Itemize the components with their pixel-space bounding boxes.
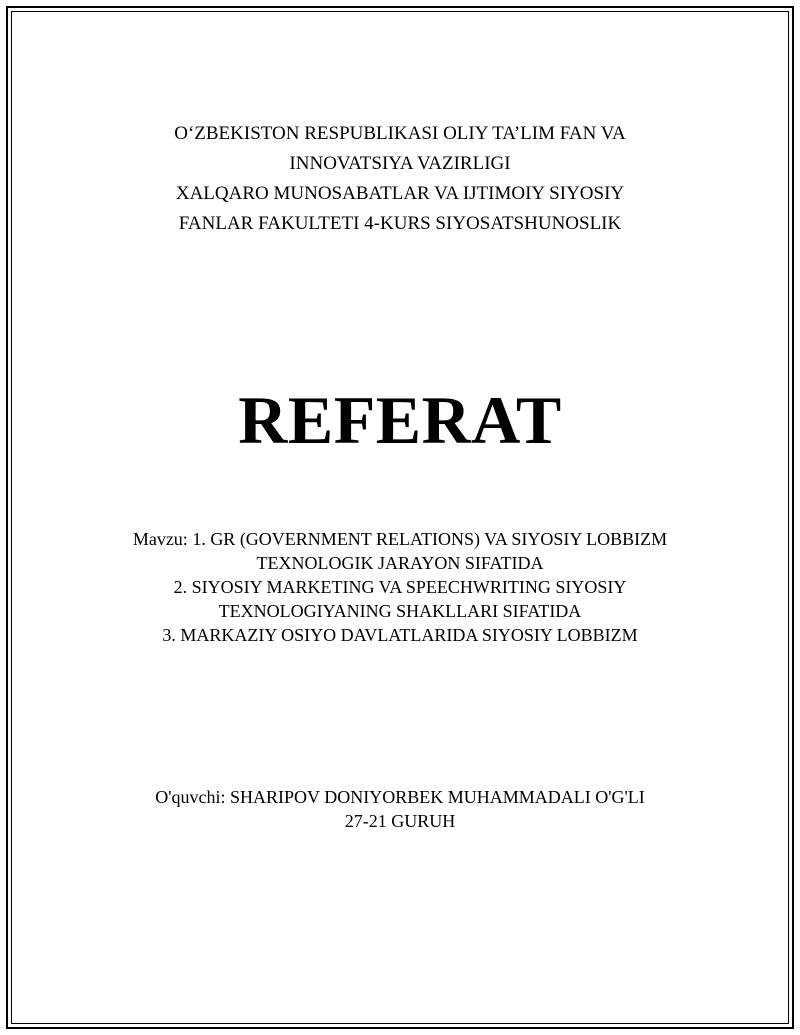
document-title-block bbox=[0, 380, 800, 460]
header-line: INNOVATSIYA VAZIRLIGI bbox=[289, 153, 511, 174]
topic-line: 2. SIYOSIY MARKETING VA SPEECHWRITING SIYOSIY bbox=[173, 577, 627, 597]
topic-line: TEXNOLOGIYANING SHAKLLARI SIFATIDA bbox=[218, 601, 582, 621]
topic-block bbox=[0, 527, 800, 647]
student-info bbox=[0, 785, 800, 833]
student-name: O'quvchi: SHARIPOV DONIYORBEK MUHAMMADALI O'G'LI bbox=[155, 787, 645, 807]
student-group: 27-21 GURUH bbox=[344, 811, 456, 831]
header-line: O‘ZBEKISTON RESPUBLIKASI OLIY TA’LIM FAN VA bbox=[174, 123, 626, 144]
institution-header bbox=[0, 119, 800, 239]
topic-line: TEXNOLOGIK JARAYON SIFATIDA bbox=[256, 553, 544, 573]
header-line: FANLAR FAKULTETI 4-KURS SIYOSATSHUNOSLIK bbox=[178, 213, 622, 234]
header-line: XALQARO MUNOSABATLAR VA IJTIMOIY SIYOSIY bbox=[175, 183, 625, 204]
document-title: REFERAT bbox=[238, 382, 562, 458]
topic-line: Mavzu: 1. GR (GOVERNMENT RELATIONS) VA SIYOSIY LOBBIZM bbox=[132, 529, 668, 549]
topic-line: 3. MARKAZIY OSIYO DAVLATLARIDA SIYOSIY LOBBIZM bbox=[162, 625, 638, 645]
